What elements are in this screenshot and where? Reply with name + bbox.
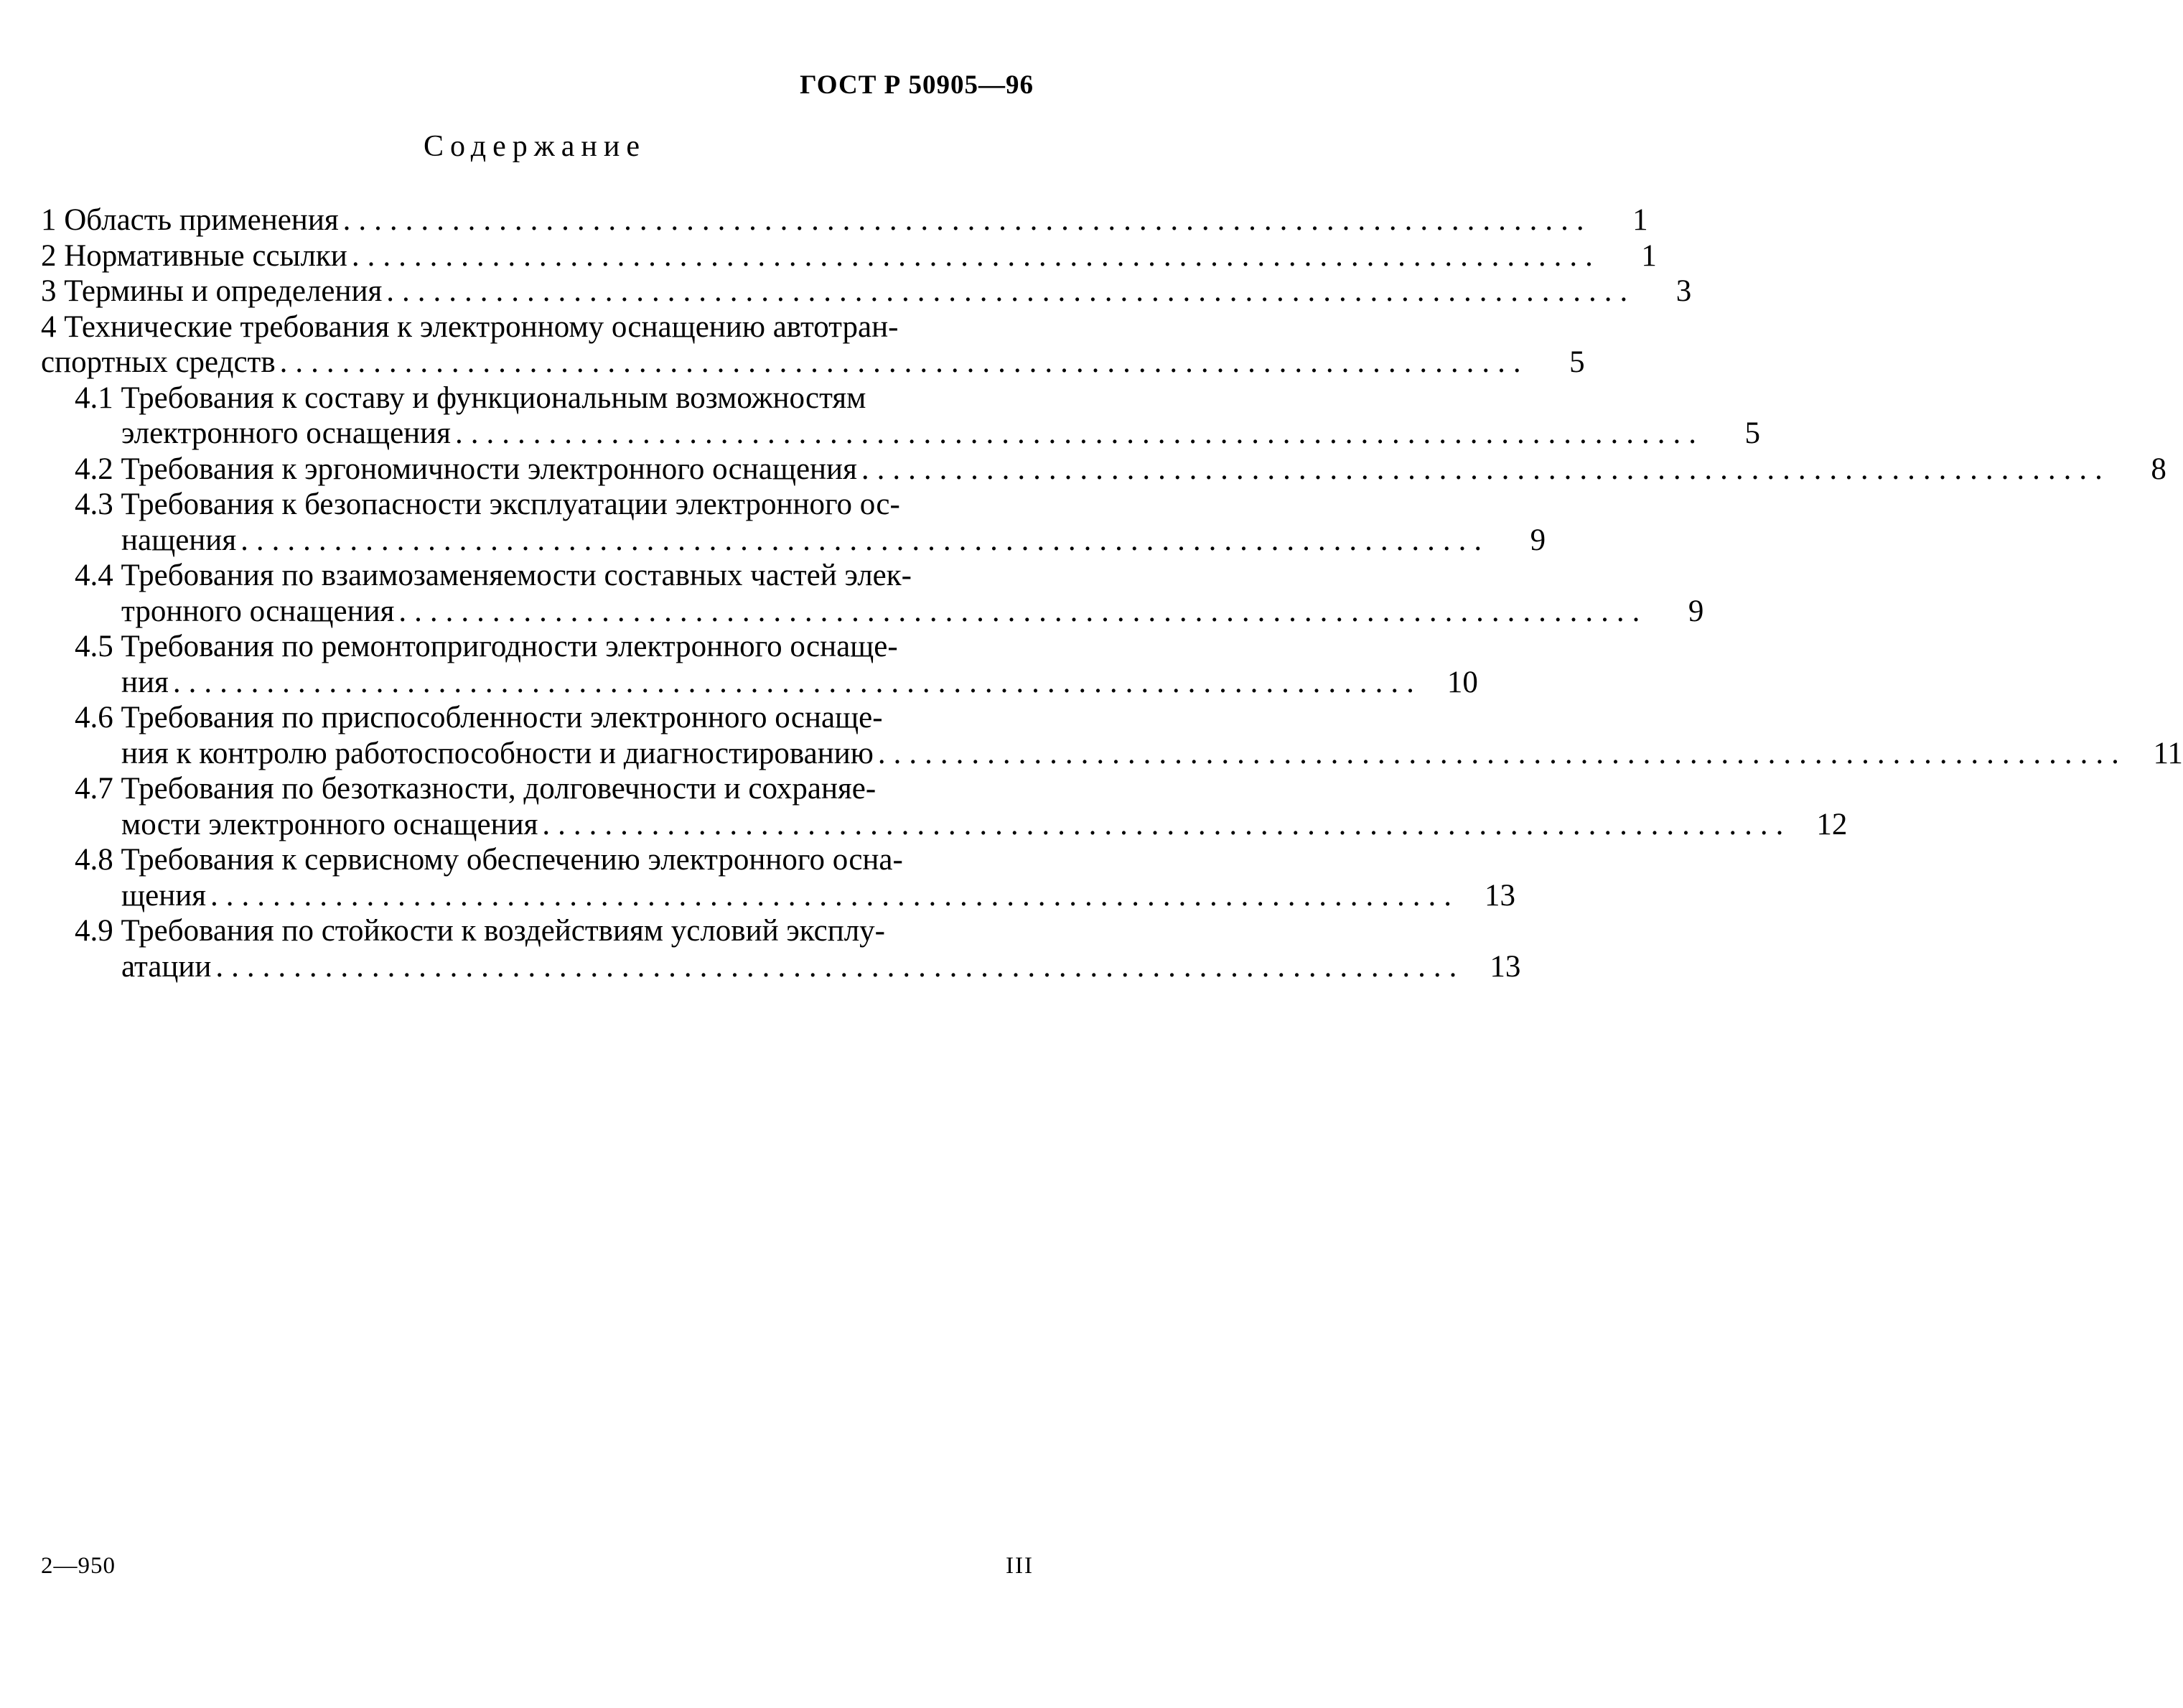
toc-entry-line: 4.3 Требования к безопасности эксплуатации электронного ос- bbox=[75, 487, 900, 521]
toc-entry-last-line bbox=[75, 452, 2166, 487]
toc-entry bbox=[41, 913, 1521, 984]
toc-entry-last-line bbox=[41, 345, 1585, 381]
toc-entry bbox=[41, 309, 1585, 381]
page-number: III bbox=[1006, 1553, 1034, 1579]
toc-entry-title: электронного оснащения bbox=[121, 416, 451, 450]
toc-entry-last-line bbox=[41, 274, 1692, 309]
toc-entry-title: 4.2 Требования к эргономичности электронного оснащения bbox=[75, 452, 857, 486]
toc-entry-last-line bbox=[41, 238, 1657, 274]
toc-entry bbox=[41, 238, 1657, 274]
toc-entry-line: 4.5 Требования по ремонтопригодности электронного оснаще- bbox=[75, 630, 898, 663]
toc-entry-title: атации bbox=[121, 949, 212, 984]
toc-entry-line: 4.4 Требования по взаимозаменяемости составных частей элек- bbox=[75, 559, 912, 592]
dot-leader: ................................................................................ bbox=[172, 665, 1422, 699]
toc-entry-last-line bbox=[41, 202, 1648, 238]
toc-entry-page: 13 bbox=[1485, 878, 1515, 913]
toc-entry-title: спортных средств bbox=[41, 345, 276, 379]
toc-entry-last-line bbox=[75, 878, 1515, 914]
toc-entry-title: 2 Нормативные ссылки bbox=[41, 238, 347, 273]
page-title: Содержание bbox=[423, 130, 647, 163]
toc-entry-last-line bbox=[75, 949, 1521, 985]
dot-leader: ................................................................................ bbox=[454, 416, 1704, 450]
toc-entry-page: 9 bbox=[1688, 594, 1704, 628]
toc-entry-title: нащения bbox=[121, 523, 237, 557]
toc-entry bbox=[41, 771, 1848, 842]
dot-leader: ................................................................................ bbox=[215, 949, 1465, 984]
toc-entry-last-line bbox=[75, 807, 1848, 843]
toc-entry-page: 1 bbox=[1641, 238, 1657, 273]
toc-entry-title: 3 Термины и определения bbox=[41, 274, 383, 308]
toc-entry-page: 1 bbox=[1632, 203, 1648, 237]
dot-leader: ................................................................................ bbox=[542, 807, 1792, 841]
toc-entry-title: ния к контролю работоспособности и диагностированию bbox=[121, 736, 874, 770]
toc-entry bbox=[41, 274, 1692, 309]
dot-leader: ................................................................................ bbox=[279, 345, 1529, 379]
toc-entry-title: 1 Область применения bbox=[41, 203, 339, 237]
toc-entry-line: 4.1 Требования к составу и функциональным возможностям bbox=[75, 381, 866, 415]
toc-entry-page: 8 bbox=[2151, 452, 2166, 486]
toc-entry bbox=[41, 629, 1478, 700]
toc-entry bbox=[41, 842, 1515, 913]
toc-entry-page: 10 bbox=[1446, 665, 1478, 699]
toc-entry-page: 5 bbox=[1744, 416, 1760, 450]
dot-leader: ................................................................................ bbox=[351, 238, 1601, 273]
toc-entry-last-line bbox=[75, 594, 1704, 630]
toc-entry bbox=[41, 558, 1704, 629]
toc-entry-title: ния bbox=[121, 665, 169, 699]
table-of-contents bbox=[41, 202, 2183, 984]
toc-entry-line: 4.9 Требования по стойкости к воздействиям условий эксплу- bbox=[75, 914, 886, 948]
toc-entry-line: 4.7 Требования по безотказности, долговечности и сохраняе- bbox=[75, 772, 877, 806]
toc-entry-title: мости электронного оснащения bbox=[121, 807, 538, 841]
toc-entry-page: 12 bbox=[1816, 807, 1848, 841]
toc-entry-line: 4 Технические требования к электронному оснащению автотран- bbox=[41, 309, 899, 344]
dot-leader: ................................................................................ bbox=[386, 274, 1636, 308]
toc-entry-last-line bbox=[75, 416, 1760, 452]
toc-entry-page: 9 bbox=[1530, 523, 1546, 557]
toc-entry-title: тронного оснащения bbox=[121, 594, 395, 628]
dot-leader: ................................................................................ bbox=[398, 594, 1648, 628]
sheet-signature: 2—950 bbox=[41, 1553, 116, 1579]
dot-leader: ................................................................................ bbox=[210, 878, 1459, 913]
toc-entry-line: 4.6 Требования по приспособленности электронного оснаще- bbox=[75, 701, 883, 734]
document-code: ГОСТ Р 50905—96 bbox=[800, 70, 1034, 100]
toc-entry-page: 13 bbox=[1490, 949, 1521, 984]
dot-leader: ................................................................................ bbox=[861, 452, 2110, 486]
toc-entry-title: щения bbox=[121, 878, 206, 913]
toc-entry bbox=[41, 700, 2183, 771]
toc-entry bbox=[41, 452, 2166, 487]
toc-entry-last-line bbox=[75, 665, 1478, 701]
toc-entry-last-line bbox=[75, 736, 2183, 772]
dot-leader: ................................................................................ bbox=[877, 736, 2127, 770]
toc-entry-page: 3 bbox=[1675, 274, 1692, 308]
toc-entry bbox=[41, 487, 1546, 558]
toc-entry bbox=[41, 202, 1648, 238]
toc-entry bbox=[41, 381, 1760, 452]
toc-entry-last-line bbox=[75, 523, 1546, 559]
dot-leader: ................................................................................ bbox=[240, 523, 1490, 557]
toc-entry-line: 4.8 Требования к сервисному обеспечению электронного осна- bbox=[75, 843, 903, 877]
toc-entry-page: 5 bbox=[1569, 345, 1585, 379]
toc-entry-page: 11 bbox=[2153, 736, 2183, 770]
dot-leader: ................................................................................ bbox=[342, 203, 1592, 237]
